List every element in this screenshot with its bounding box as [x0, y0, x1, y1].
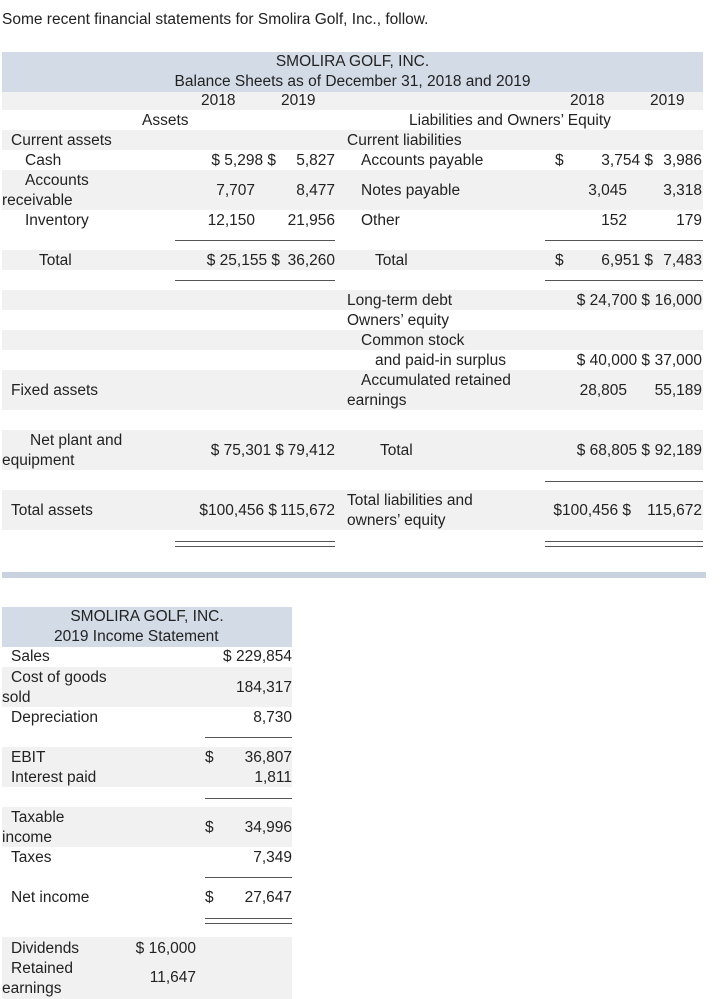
- common-stock-label-1: Common stock: [361, 332, 465, 349]
- np-2019: 3,318: [663, 182, 702, 199]
- oe-total-label: Total: [380, 442, 413, 459]
- np-2018: 3,045: [588, 182, 627, 199]
- total-assets-2018: $100,456 $: [199, 502, 277, 519]
- oe-total-2018: $ 68,805 $: [576, 442, 650, 459]
- common-stock-2018: $ 40,000 $: [576, 352, 650, 369]
- npe-2019: 79,412: [287, 442, 335, 459]
- fixed-assets-label: Fixed assets: [11, 382, 99, 399]
- sales-value: $ 229,854: [223, 648, 292, 665]
- ebit-dollar: $: [205, 749, 214, 766]
- addition-re-label-1: Retained: [11, 960, 74, 977]
- bs-company: SMOLIRA GOLF, INC.: [275, 53, 430, 70]
- inventory-label: Inventory: [25, 212, 89, 229]
- ap-2018: 3,754 $: [601, 152, 653, 169]
- npe-label-1: Net plant and: [30, 432, 123, 449]
- addition-re-label-2: earnings: [2, 980, 62, 997]
- assets-heading: Assets: [142, 112, 189, 129]
- is-title: 2019 Income Statement: [54, 628, 219, 645]
- sales-label: Sales: [11, 648, 50, 665]
- is-company: SMOLIRA GOLF, INC.: [70, 608, 224, 625]
- depreciation-label: Depreciation: [11, 709, 99, 726]
- cash-2019: 5,827: [296, 152, 335, 169]
- inventory-2019: 21,956: [287, 212, 335, 229]
- other-2019: 179: [676, 212, 702, 229]
- retained-2019: 55,189: [654, 382, 702, 399]
- intro-text: Some recent financial statements for Smolira Golf, Inc., follow.: [2, 11, 429, 28]
- bs-year-2018-right: 2018: [570, 92, 605, 109]
- ltd-label: Long-term debt: [347, 292, 453, 309]
- common-stock-label-2: and paid-in surplus: [375, 352, 506, 369]
- dividends-value: $ 16,000: [135, 940, 196, 957]
- total-assets-label: Total assets: [11, 502, 93, 519]
- retained-label-1: Accumulated retained: [361, 372, 511, 389]
- liabilities-heading: Liabilities and Owners’ Equity: [409, 112, 611, 129]
- cash-2018: $ 5,298 $: [211, 152, 276, 169]
- owners-equity-label: Owners’ equity: [347, 312, 449, 329]
- taxable-label-1: Taxable: [11, 809, 65, 826]
- taxable-dollar: $: [205, 819, 214, 836]
- net-income-label: Net income: [11, 889, 90, 906]
- cogs-label-1: Cost of goods: [11, 669, 107, 686]
- other-2018: 152: [601, 212, 627, 229]
- taxable-value: 34,996: [244, 819, 292, 836]
- ar-2018: 7,707: [216, 182, 255, 199]
- depreciation-value: 8,730: [253, 709, 292, 726]
- retained-label-2: earnings: [347, 392, 407, 409]
- total-le-label-2: owners’ equity: [347, 512, 446, 529]
- bs-year-2019-left: 2019: [281, 92, 316, 109]
- ebit-label: EBIT: [11, 749, 46, 766]
- section-separator: [2, 572, 706, 578]
- current-assets-label: Current assets: [11, 132, 112, 149]
- taxable-label-2: income: [2, 829, 52, 846]
- np-label: Notes payable: [361, 182, 461, 199]
- cl-total-dollar: $: [555, 252, 564, 269]
- ebit-value: 36,807: [244, 749, 292, 766]
- cl-total-label: Total: [375, 252, 408, 269]
- ca-total-label: Total: [39, 252, 72, 269]
- net-income-dollar: $: [205, 889, 214, 906]
- cash-label: Cash: [25, 152, 62, 169]
- bs-year-2019-right: 2019: [650, 92, 685, 109]
- addition-re-value: 11,647: [149, 969, 196, 986]
- total-le-label-1: Total liabilities and: [347, 492, 473, 509]
- cl-total-2018: 6,951 $: [601, 252, 653, 269]
- ar-label-1: Accounts: [25, 172, 89, 189]
- current-liabilities-label: Current liabilities: [347, 132, 462, 149]
- cogs-label-2: sold: [2, 689, 31, 706]
- ltd-2019: 16,000: [654, 292, 702, 309]
- inventory-2018: 12,150: [207, 212, 255, 229]
- cogs-value: 184,317: [235, 679, 292, 696]
- cl-total-2019: 7,483: [663, 252, 702, 269]
- net-income-value: 27,647: [244, 889, 292, 906]
- ca-total-2018: $ 25,155 $: [206, 252, 280, 269]
- npe-2018: $ 75,301 $: [210, 442, 284, 459]
- total-le-2019: 115,672: [647, 502, 702, 519]
- other-label: Other: [361, 212, 400, 229]
- total-assets-2019: 115,672: [280, 502, 335, 519]
- retained-2018: 28,805: [579, 382, 627, 399]
- interest-value: 1,811: [254, 769, 292, 786]
- bs-title: Balance Sheets as of December 31, 2018 and 2019: [174, 73, 531, 90]
- common-stock-2019: 37,000: [654, 352, 702, 369]
- ap-dollar: $: [555, 152, 564, 169]
- ar-label-2: receivable: [2, 192, 73, 209]
- ar-2019: 8,477: [296, 182, 335, 199]
- ap-label: Accounts payable: [361, 152, 484, 169]
- bs-year-2018-left: 2018: [201, 92, 236, 109]
- taxes-value: 7,349: [253, 849, 292, 866]
- ap-2019: 3,986: [663, 152, 702, 169]
- taxes-label: Taxes: [11, 849, 52, 866]
- interest-label: Interest paid: [11, 769, 97, 786]
- oe-total-2019: 92,189: [654, 442, 702, 459]
- dividends-label: Dividends: [11, 940, 80, 957]
- ltd-2018: $ 24,700 $: [576, 292, 650, 309]
- npe-label-2: equipment: [2, 452, 75, 469]
- total-le-2018: $100,456 $: [553, 502, 631, 519]
- ca-total-2019: 36,260: [287, 252, 335, 269]
